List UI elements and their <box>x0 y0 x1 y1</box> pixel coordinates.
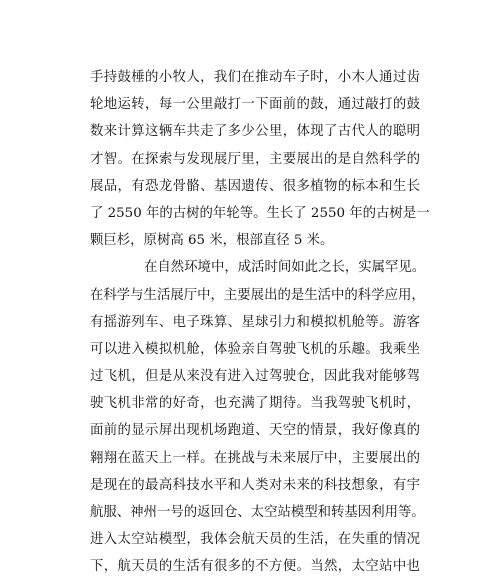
text-line: 航服、神州一号的返回仓、太空站模型和转基因利用等。 <box>90 505 425 520</box>
text-line: 颗巨杉，原树高 65 米，根部直径 5 米。 <box>90 233 334 249</box>
text-line: 手持鼓棰的小牧人，我们在推动车子时，小木人通过齿 <box>90 70 420 85</box>
paragraph-2 <box>90 254 426 580</box>
text-line-indented: 在自然环境中，成活时间如此之长，实属罕见。 <box>144 260 426 276</box>
text-line: 了 2550 年的古树的年轮等。生长了 2550 年的古树是一 <box>90 205 430 221</box>
text-line: 数来计算这辆车共走了多少公里，体现了古代人的聪明 <box>90 124 420 140</box>
document-body <box>90 64 430 581</box>
text-line: 驶飞机非常的好奇，也充满了期待。当我驾驶飞机时， <box>90 396 420 412</box>
text-line: 在科学与生活展厅中，主要展出的是生活中的科学应用， <box>90 287 425 303</box>
text-line: 才智。在探索与发现展厅里，主要展出的是自然科学的 <box>90 151 420 167</box>
text-line: 进入太空站模型，我体会航天员的生活，在失重的情况 <box>90 532 420 548</box>
text-line: 是现在的最高科技水平和人类对未来的科技想象，有宇 <box>90 477 420 493</box>
text-line: 过飞机，但是从来没有进入过驾驶仓，因此我对能够驾 <box>90 369 420 385</box>
text-line: 展品，有恐龙骨骼、基因遗传、很多植物的标本和生长 <box>90 178 420 194</box>
text-line: 可以进入模拟机舱，体验亲自驾驶飞机的乐趣。我乘坐 <box>90 341 420 357</box>
paragraph-1 <box>90 64 430 254</box>
text-line: 轮地运转，每一公里敲打一下面前的鼓，通过敲打的鼓 <box>90 97 420 113</box>
text-line: 翱翔在蓝天上一样。在挑战与未来展厅中，主要展出的 <box>90 450 420 466</box>
text-line: 有摇游列车、电子珠算、星球引力和模拟机舱等。游客 <box>90 314 420 330</box>
text-line: 下，航天员的生活有很多的不方便。当然，太空站中也 <box>90 559 420 575</box>
text-line: 面前的显示屏出现机场跑道、天空的情景，我好像真的 <box>90 423 420 439</box>
